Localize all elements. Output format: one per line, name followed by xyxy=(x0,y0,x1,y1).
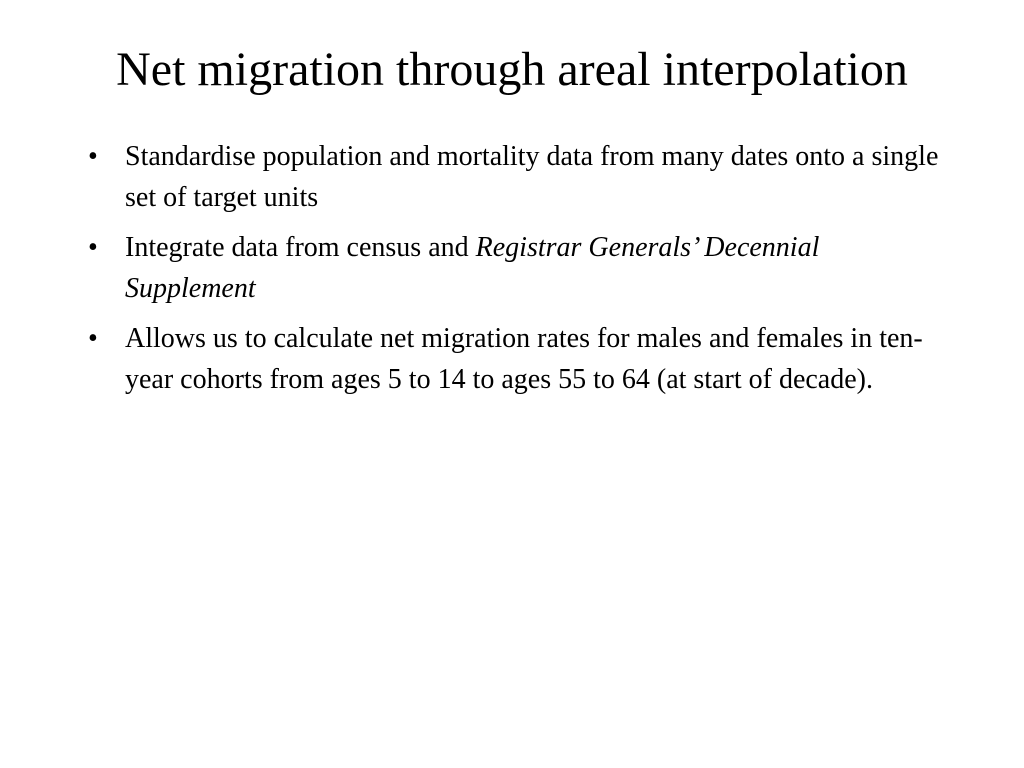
bullet-item-standardise xyxy=(88,136,948,218)
bullet-item-integrate xyxy=(88,227,948,309)
bullet-marker: • xyxy=(88,141,98,172)
bullet-text: Integrate data from census and xyxy=(125,232,476,263)
bullet-list xyxy=(88,136,948,409)
bullet-marker: • xyxy=(88,232,98,263)
bullet-item-allows xyxy=(88,318,948,400)
bullet-text-italic-source: Registrar Generals’ Decennial Supplement xyxy=(125,232,820,304)
bullet-text: Allows us to calculate net migration rates for males and females in ten-year cohorts from ages 5 to 14 to ages 55 to 64 (at start of decade). xyxy=(125,323,923,395)
slide-title: Net migration through areal interpolation xyxy=(116,43,908,96)
bullet-marker: • xyxy=(88,323,98,354)
bullet-text: Standardise population and mortality data from many dates onto a single set of target units xyxy=(125,141,939,213)
